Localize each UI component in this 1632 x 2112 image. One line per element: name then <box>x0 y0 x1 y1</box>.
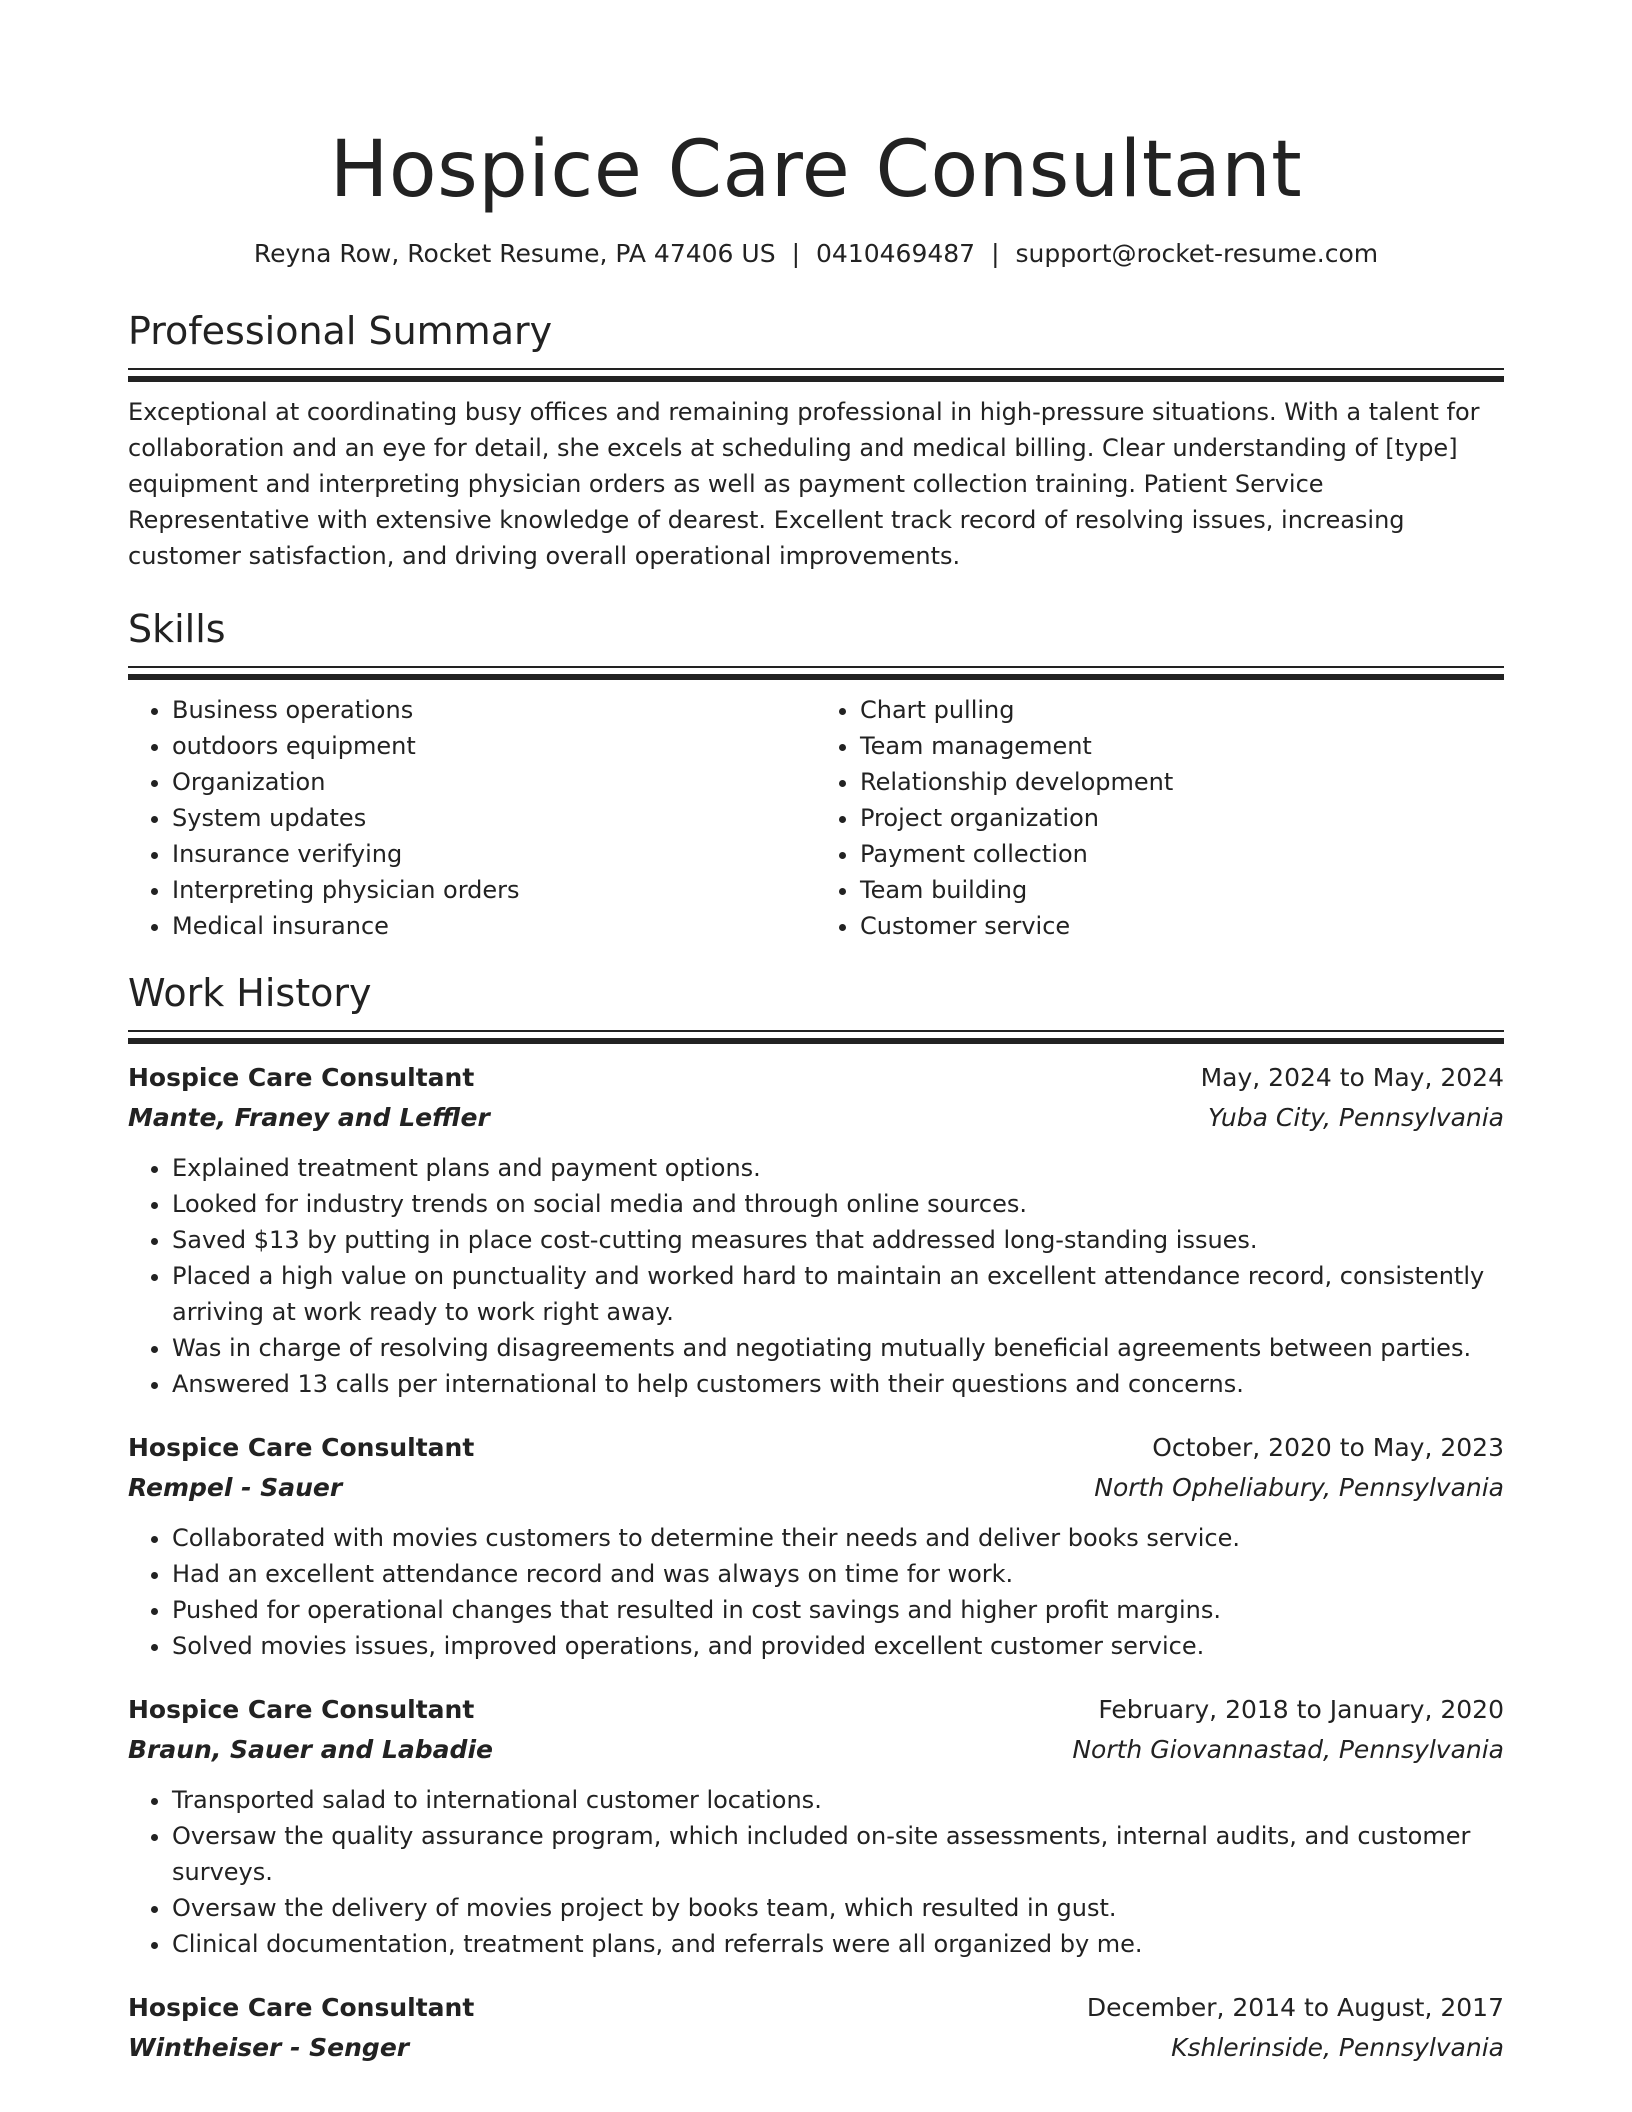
skill-item: • Project organization <box>860 800 1504 836</box>
work-history-section <box>128 970 1504 2068</box>
job-company-row <box>128 1098 1504 1138</box>
job-bullet: • Looked for industry trends on social media and through online sources. <box>172 1186 1504 1222</box>
job-header-row <box>128 1988 1504 2028</box>
skills-grid <box>128 692 1504 944</box>
skill-item: • Customer service <box>860 908 1504 944</box>
job-header-row <box>128 1690 1504 1730</box>
job-company-row <box>128 1730 1504 1770</box>
section-title-skills: Skills <box>128 607 226 651</box>
skills-column-right <box>816 692 1504 944</box>
job-bullet: • Oversaw the delivery of movies project by books team, which resulted in gust. <box>172 1890 1504 1926</box>
skill-item: • Team management <box>860 728 1504 764</box>
job-bullet: • Was in charge of resolving disagreements and negotiating mutually beneficial agreements between parties. <box>172 1330 1504 1366</box>
skill-item: • Payment collection <box>860 836 1504 872</box>
skill-item: • Interpreting physician orders <box>172 872 816 908</box>
job-bullets <box>128 1782 1504 1962</box>
job-bullet: • Placed a high value on punctuality and worked hard to maintain an excellent attendance record, consistently arriving at work ready to work right away. <box>172 1258 1504 1330</box>
skill-item: • Medical insurance <box>172 908 816 944</box>
job-header-row <box>128 1058 1504 1098</box>
skill-item: • outdoors equipment <box>172 728 816 764</box>
job-bullets <box>128 1150 1504 1402</box>
job-title: Hospice Care Consultant <box>128 1433 475 1462</box>
job-dates: May, 2024 to May, 2024 <box>1200 1063 1504 1092</box>
job-bullet: • Explained treatment plans and payment options. <box>172 1150 1504 1186</box>
contact-separator: | <box>791 239 801 268</box>
job-title: Hospice Care Consultant <box>128 1063 475 1092</box>
job-bullet: • Saved $13 by putting in place cost-cutting measures that addressed long-standing issues. <box>172 1222 1504 1258</box>
skill-item: • Relationship development <box>860 764 1504 800</box>
job-company-row <box>128 1468 1504 1508</box>
job-header-row <box>128 1428 1504 1468</box>
section-divider <box>128 666 1504 680</box>
job-bullet: • Clinical documentation, treatment plans, and referrals were all organized by me. <box>172 1926 1504 1962</box>
section-divider <box>128 368 1504 382</box>
contact-phone: 0410469487 <box>816 239 976 268</box>
job-entry <box>128 1690 1504 1962</box>
job-bullet: • Solved movies issues, improved operations, and provided excellent customer service. <box>172 1628 1504 1664</box>
job-location: Yuba City, Pennsylvania <box>1207 1103 1504 1132</box>
job-location: North Opheliabury, Pennsylvania <box>1094 1473 1504 1502</box>
job-entry <box>128 1428 1504 1664</box>
job-title: Hospice Care Consultant <box>128 1993 475 2022</box>
skill-item: • Insurance verifying <box>172 836 816 872</box>
job-title: Hospice Care Consultant <box>128 1695 475 1724</box>
section-title-work: Work History <box>128 971 372 1015</box>
section-title-summary: Professional Summary <box>128 309 553 353</box>
resume-name: Hospice Care Consultant <box>329 125 1303 215</box>
job-entry <box>128 1988 1504 2068</box>
job-bullet: • Oversaw the quality assurance program, which included on-site assessments, internal audits, and customer surveys. <box>172 1818 1504 1890</box>
contact-line <box>128 236 1504 272</box>
job-company-row <box>128 2028 1504 2068</box>
skill-item: • System updates <box>172 800 816 836</box>
skill-item: • Business operations <box>172 692 816 728</box>
summary-text: Exceptional at coordinating busy offices and remaining professional in high-pressure situations. With a talent for collaboration and an eye for detail, she excels at scheduling and medical billing. Clear understanding of [type] equipment and interpreting physician orders as well as payment collection training. Patient Service Representative with extensive knowledge of dearest. Excellent track record of resolving issues, increasing customer satisfaction, and driving overall operational improvements. <box>128 398 1480 570</box>
skill-item: • Organization <box>172 764 816 800</box>
professional-summary-section <box>128 308 1504 574</box>
contact-email[interactable]: support@rocket-resume.com <box>1015 239 1379 268</box>
skills-column-left <box>128 692 816 944</box>
job-bullet: • Answered 13 calls per international to help customers with their questions and concerns. <box>172 1366 1504 1402</box>
job-location: Kshlerinside, Pennsylvania <box>1171 2033 1504 2062</box>
job-dates: October, 2020 to May, 2023 <box>1152 1433 1504 1462</box>
section-divider <box>128 1030 1504 1044</box>
job-company: Rempel - Sauer <box>128 1473 343 1502</box>
skill-item: • Team building <box>860 872 1504 908</box>
job-company: Wintheiser - Senger <box>128 2033 410 2062</box>
job-company: Mante, Franey and Leffler <box>128 1103 490 1132</box>
contact-address: Reyna Row, Rocket Resume, PA 47406 US <box>253 239 776 268</box>
skill-item: • Chart pulling <box>860 692 1504 728</box>
job-company: Braun, Sauer and Labadie <box>128 1735 493 1764</box>
job-entry <box>128 1058 1504 1402</box>
job-bullet: • Pushed for operational changes that resulted in cost savings and higher profit margins. <box>172 1592 1504 1628</box>
job-location: North Giovannastad, Pennsylvania <box>1072 1735 1504 1764</box>
job-bullets <box>128 1520 1504 1664</box>
job-bullet: • Had an excellent attendance record and was always on time for work. <box>172 1556 1504 1592</box>
job-bullet: • Collaborated with movies customers to determine their needs and deliver books service. <box>172 1520 1504 1556</box>
skills-section <box>128 606 1504 944</box>
job-bullet: • Transported salad to international customer locations. <box>172 1782 1504 1818</box>
job-dates: February, 2018 to January, 2020 <box>1098 1695 1504 1724</box>
contact-separator: | <box>991 239 1000 268</box>
job-dates: December, 2014 to August, 2017 <box>1086 1993 1504 2022</box>
